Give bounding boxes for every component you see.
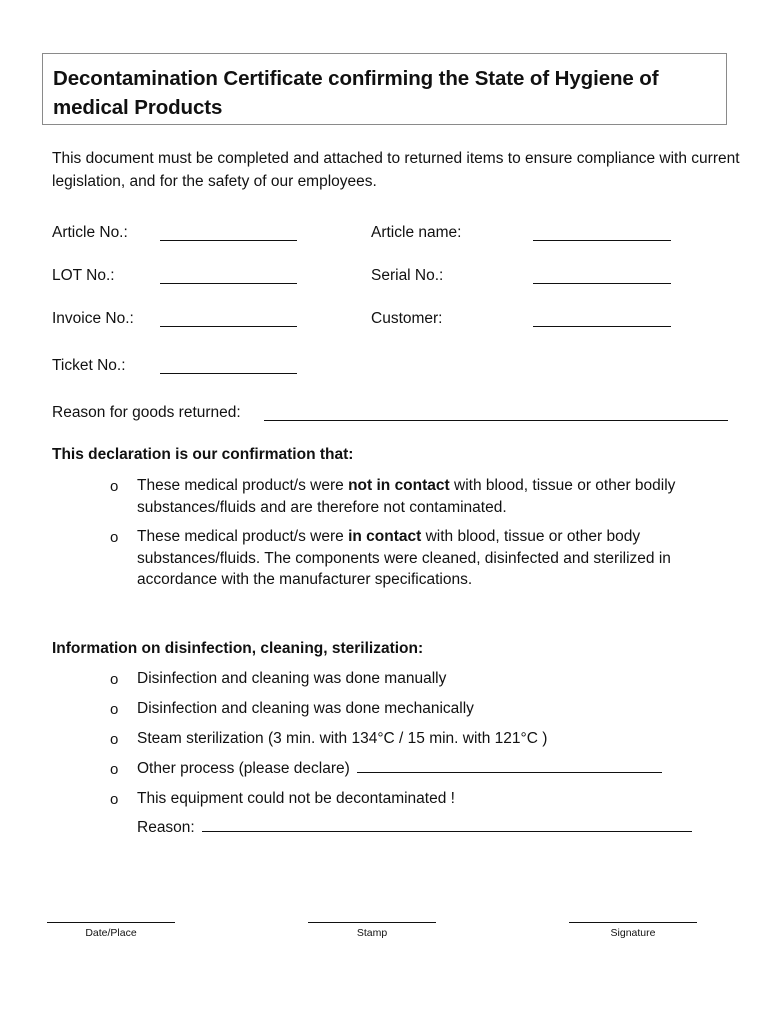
declaration-item-1-pre: These medical product/s were — [137, 477, 349, 494]
invoice-no-field[interactable] — [160, 326, 297, 327]
lot-no-label: LOT No.: — [52, 267, 115, 284]
signature-label: Signature — [610, 927, 656, 939]
reason-returned-field[interactable] — [264, 420, 728, 421]
declaration-item-1-post: with blood, tissue or other bodily substances/fluids and are therefore not contaminated. — [137, 477, 676, 516]
stamp-label: Stamp — [356, 927, 388, 939]
lot-no-field[interactable] — [160, 283, 297, 284]
intro-text: This document must be completed and attached to returned items to ensure compliance with current legislation, and for the safety of our employees. — [52, 150, 740, 190]
info-item-3: Steam sterilization (3 min. with 134°C / 15 min. with 121°C ) — [137, 730, 548, 747]
reason-label: Reason: — [137, 819, 195, 836]
declaration-item-2-bold: in contact — [348, 528, 422, 545]
declaration-heading: This declaration is our confirmation that: — [52, 446, 354, 463]
article-no-field[interactable] — [160, 240, 297, 241]
ticket-no-label: Ticket No.: — [52, 357, 126, 374]
info-checkbox-2[interactable]: o — [110, 701, 119, 718]
serial-no-field[interactable] — [533, 283, 671, 284]
customer-field[interactable] — [533, 326, 671, 327]
declaration-item-1-bold: not in contact — [348, 477, 450, 494]
stamp-line[interactable] — [308, 922, 436, 923]
signature-line[interactable] — [569, 922, 697, 923]
declaration-item-1 — [137, 475, 737, 518]
reason-field[interactable] — [202, 817, 692, 832]
info-item-4-label: Other process (please declare) — [137, 760, 350, 777]
serial-no-label: Serial No.: — [371, 267, 444, 284]
info-checkbox-1[interactable]: o — [110, 671, 119, 688]
article-no-label: Article No.: — [52, 224, 128, 241]
date-place-label: Date/Place — [85, 927, 137, 939]
other-process-field[interactable] — [357, 758, 662, 773]
info-checkbox-5[interactable]: o — [110, 791, 119, 808]
reason-row — [137, 817, 737, 839]
info-item-4 — [137, 758, 737, 780]
customer-label: Customer: — [371, 310, 443, 327]
ticket-no-field[interactable] — [160, 373, 297, 374]
info-item-2: Disinfection and cleaning was done mechanically — [137, 700, 474, 717]
invoice-no-label: Invoice No.: — [52, 310, 134, 327]
article-name-field[interactable] — [533, 240, 671, 241]
info-item-1: Disinfection and cleaning was done manually — [137, 670, 447, 687]
document-title: Decontamination Certificate confirming the State of Hygiene of medical Products — [53, 67, 659, 119]
declaration-checkbox-1[interactable]: o — [110, 478, 119, 495]
declaration-checkbox-2[interactable]: o — [110, 529, 119, 546]
declaration-item-2 — [137, 526, 737, 591]
declaration-item-2-pre: These medical product/s were — [137, 528, 349, 545]
information-heading: Information on disinfection, cleaning, sterilization: — [52, 640, 424, 657]
date-place-line[interactable] — [47, 922, 175, 923]
article-name-label: Article name: — [371, 224, 462, 241]
info-checkbox-4[interactable]: o — [110, 761, 119, 778]
info-checkbox-3[interactable]: o — [110, 731, 119, 748]
declaration-item-2-post: with blood, tissue or other body substances/fluids. The components were cleaned, disinfected and sterilized in accordance with the manufacturer specifications. — [137, 528, 671, 588]
reason-returned-label: Reason for goods returned: — [52, 404, 241, 421]
info-item-5: This equipment could not be decontaminated ! — [137, 790, 455, 807]
title-box — [42, 53, 727, 125]
